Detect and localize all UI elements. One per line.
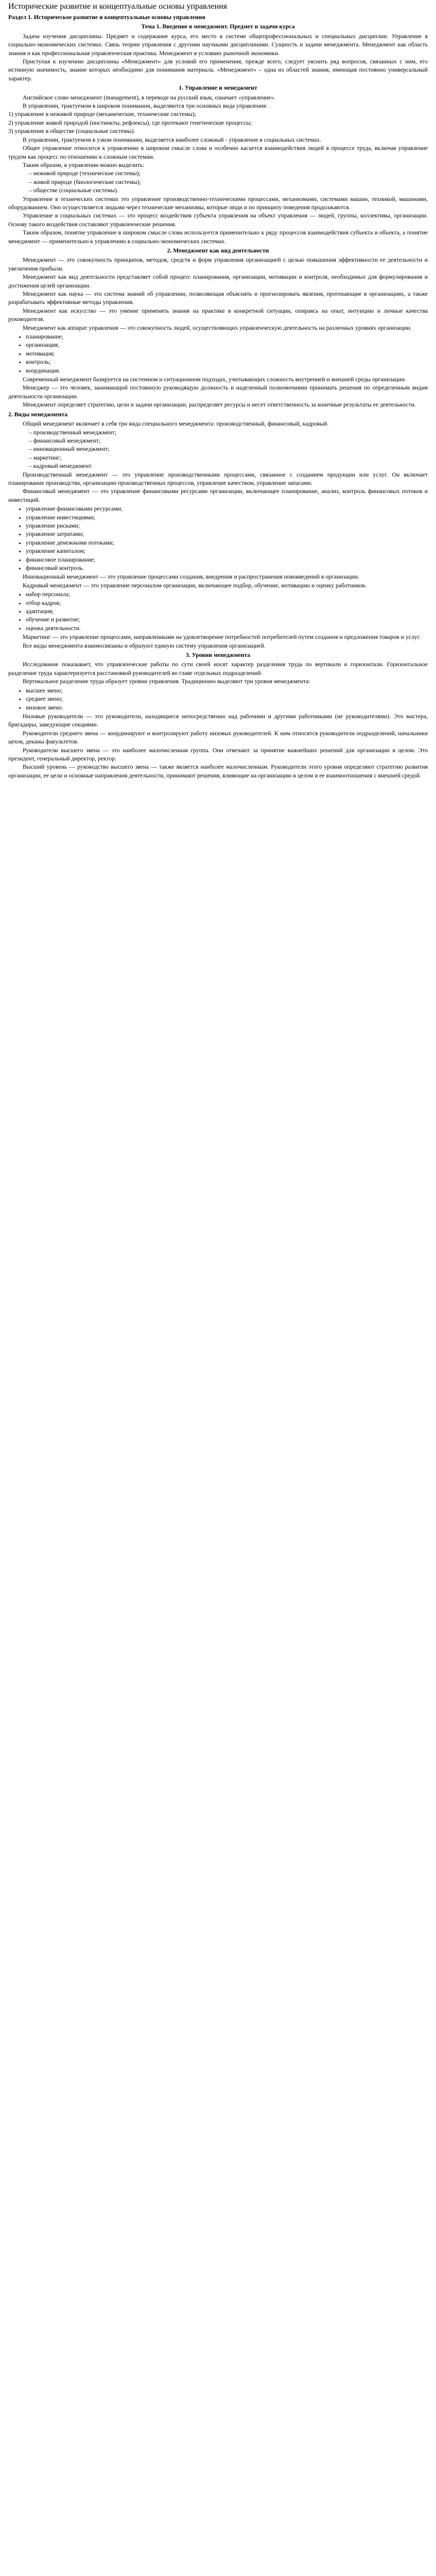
paragraph: Менеджмент определяет стратегию, цели и задачи организации, распределяет ресурсы и несет ответственность за конечные результаты ее деятельности. <box>23 401 416 409</box>
bullet-list <box>8 590 428 633</box>
subsection-heading: 2. Виды менеджмента <box>8 411 68 418</box>
list-item: • управление инвестициями; <box>26 514 428 522</box>
list-item: 1) управление в неживой природе (механические, технические системы); <box>8 111 196 118</box>
list-item: • среднее звено; <box>26 695 428 703</box>
list-item: – финансовый менеджмент; <box>29 437 428 445</box>
list-item: • высшее звено; <box>26 687 428 695</box>
paragraph: Маркетинг — это управление процессами, направленными на удовлетворение потребностей потребителей путем создания и предложения товаров и услуг. <box>23 634 421 641</box>
paragraph: Финансовый менеджмент — это управление финансовыми ресурсами организации, включающее планирование, анализ, контроль финансовых потоков и инвестиций. <box>8 488 428 503</box>
dash-list <box>8 429 428 471</box>
list-item: – кадровый менеджмент. <box>29 462 428 470</box>
list-item: • управление денежными потоками; <box>26 539 428 547</box>
list-item: • управление затратами; <box>26 530 428 538</box>
list-item: • набор персонала; <box>26 590 428 599</box>
paragraph: Менеджмент как искусство — это умение применять знания на практике в конкретной ситуации, опираясь на опыт, интуицию и личные качества руководителя. <box>8 307 428 323</box>
topic-heading: Тема 1. Введение в менеджмент. Предмет и задачи курса <box>141 23 295 30</box>
list-item: • финансовый контроль. <box>26 564 428 572</box>
subsection-heading: 2. Менеджмент как вид деятельности <box>167 247 269 254</box>
list-item: – живой природе (биологические системы); <box>29 178 428 187</box>
document <box>8 0 428 790</box>
paragraph: В управлении, трактуемом в узком понимании, выделяется наиболее сложный - управление в социальных системах. <box>23 136 321 143</box>
bullet-list <box>8 333 428 375</box>
list-item: – маркетинг; <box>29 454 428 462</box>
paragraph: Кадровый менеджмент — это управление персоналом организации, включающее подбор, обучение, мотивацию и оценку работников. <box>23 582 367 589</box>
list-item: • управление финансовыми ресурсами; <box>26 505 428 513</box>
paragraph: Производственный менеджмент — это управление производственными процессами, связанное с созданием продукции или услуг. Он включает планирование производства, организацию производственных процессов, управление качеством, управление запасами. <box>8 471 428 486</box>
paragraph: Исследование показывает, что управленческие работы по сути своей носят характер разделения труда по вертикали и горизонтали. Горизонтальное разделение труда характеризуется расстановкой руководителей во главе отдельных подразделений. <box>8 661 428 676</box>
list-item: • отбор кадров; <box>26 599 428 607</box>
list-item: • финансовое планирование; <box>26 556 428 564</box>
paragraph: Приступая к изучению дисциплины «Менеджмент» для условий его применения, прежде всего, следует уяснить ряд вопросов, связанных с ним, его истинную значимость, знание которых необходимо для понимания материала. «Менеджмент» – одна из областей знания, имеющая постоянно универсальный характер. <box>8 58 428 82</box>
list-item: – производственный менеджмент; <box>29 429 428 437</box>
paragraph: Современный менеджмент базируется на системном и ситуационном подходах, учитывающих сложность внутренней и внешней среды организации. <box>23 376 406 383</box>
paragraph: Низовые руководители — это руководители, находящиеся непосредственно над рабочими и другими работниками (не руководителями). Это мастера, бригадиры, заведующие секциями. <box>8 713 428 728</box>
list-item: • координация. <box>26 367 428 375</box>
paragraph: В управлении, трактуемом в широком понимании, выделяются три основных вида управления: <box>23 103 268 110</box>
paragraph: Задача изучения дисциплины. Предмет и содержание курса, его место в системе общепрофессиональных и специальных дисциплин. Управление в социально-экономических системах. Связь теории управления с другими научными дисциплинами. Сущность и задачи менеджмента. Менеджмент как область знания и как профессиональная управленческая практика. Менеджмент в условиях рыночной экономики. <box>8 32 428 57</box>
paragraph: Управление в технических системах это управление производственно-техническими процессами, механизмами, системами машин, техникой, машинами, оборудованием. Оно осуществляется людьми через технические механизмы, которые люди и по принципу поведения продолжаются. <box>8 195 428 211</box>
paragraph: Таким образом, в управлении можно выделить: <box>23 161 145 168</box>
list-item: • оценка деятельности. <box>26 624 428 633</box>
paragraph: Инновационный менеджмент — это управление процессами создания, внедрения и распространения нововведений в организации. <box>23 573 359 581</box>
paragraph: Менеджмент как аппарат управления — это совокупность людей, осуществляющих управленческую деятельность на различных уровнях организации. <box>23 324 412 331</box>
paragraph: Руководители среднего звена — координируют и контролируют работу низовых руководителей. К ним относятся руководители подразделений, начальники цехов, деканы факультетов. <box>8 730 428 745</box>
bullet-list <box>8 687 428 712</box>
list-item: • организация; <box>26 341 428 349</box>
paragraph: Таким образом, понятие управление в широком смысле слова используется применительно к ряду процессов взаимодействия субъекта и объекта, а понятие менеджмент — применительно к управлению в социально-экономических системах. <box>8 229 428 245</box>
list-item: • управление рисками; <box>26 522 428 530</box>
list-item: 2) управление живой природой (инстинкты, рефлексы), где протекают генетические процессы; <box>8 119 252 126</box>
paragraph: Руководители высшего звена — это наиболее малочисленная группа. Они отвечают за принятие важнейших решений для организации в целом. Это президент, генеральный директор, ректор. <box>8 747 428 762</box>
paragraph: Общее управление относится к управлению в широком смысле слова и особенно касается взаимодействия людей в процессе труда, включая управление трудом как процесс по отношению к сложным системам. <box>8 145 428 160</box>
paragraph: Менеджмент как вид деятельности представляет собой процесс планирования, организации, мотивации и контроля, необходимых для формулирования и достижения целей организации. <box>8 274 428 289</box>
paragraph: Менеджмент как наука — это система знаний об управлении, позволяющая объяснять и прогнозировать явления, протекающие в организациях, а также разрабатывать эффективные методы управления. <box>8 291 428 306</box>
bullet-list <box>8 505 428 572</box>
paragraph: Все виды менеджмента взаимосвязаны и образуют единую систему управления организацией. <box>23 642 266 649</box>
list-item: – инновационный менеджмент; <box>29 445 428 453</box>
list-item: – неживой природе (технические системы); <box>29 170 428 178</box>
list-item: • низовое звено. <box>26 704 428 712</box>
list-item: – обществе (социальные системы). <box>29 187 428 195</box>
paragraph: Менеджмент — это совокупность принципов, методов, средств и форм управления организацией с целью повышения эффективности ее деятельности и увеличения прибыли. <box>8 257 428 272</box>
list-item: • адаптация; <box>26 607 428 616</box>
subsection-heading: 3. Уровни менеджмента <box>186 652 250 659</box>
list-item: • обучение и развитие; <box>26 616 428 624</box>
list-item: • управление капиталом; <box>26 547 428 555</box>
paragraph: Менеджер — это человек, занимающий постоянную руководящую должность и наделенный полномочиями принимать решения по определенным видам деятельности организации. <box>8 384 428 400</box>
paragraph: Вертикальное разделение труда образует уровни управления. Традиционно выделяют три уровня менеджмента: <box>23 678 310 685</box>
list-item: 3) управление в обществе (социальные системы). <box>8 128 135 135</box>
list-item: • контроль; <box>26 358 428 366</box>
paragraph: Общий менеджмент включает в себя три вида специального менеджмента: производственный, финансовый, кадровый. <box>23 420 329 428</box>
paragraph: Высший уровень — руководство высшего звена — также является наиболее малочисленным. Руководители этого уровня определяют стратегию развития организации, ее цели и основные направления деятельности, принимают решения, влияющие на организацию в целом и ее взаимоотношения с внешней средой. <box>8 764 428 779</box>
section-heading: Раздел 1. Историческое развитие и концептуальные основы управления <box>8 14 205 21</box>
list-item: • мотивация; <box>26 350 428 358</box>
subsection-heading: 1. Управление и менеджмент <box>179 84 257 92</box>
page-title: Исторические развитие и концептуальные основы управления <box>8 2 228 11</box>
list-item: • планирование; <box>26 333 428 341</box>
paragraph: Английское слово менеджмент (management), в переводе на русский язык, означает «управление». <box>23 94 275 101</box>
dash-list <box>8 170 428 195</box>
paragraph: Управление в социальных системах — это процесс воздействия субъекта управления на объект управления — людей, группы, коллективы, организации. Основу такого воздействия составляют управленческие решения. <box>8 212 428 228</box>
